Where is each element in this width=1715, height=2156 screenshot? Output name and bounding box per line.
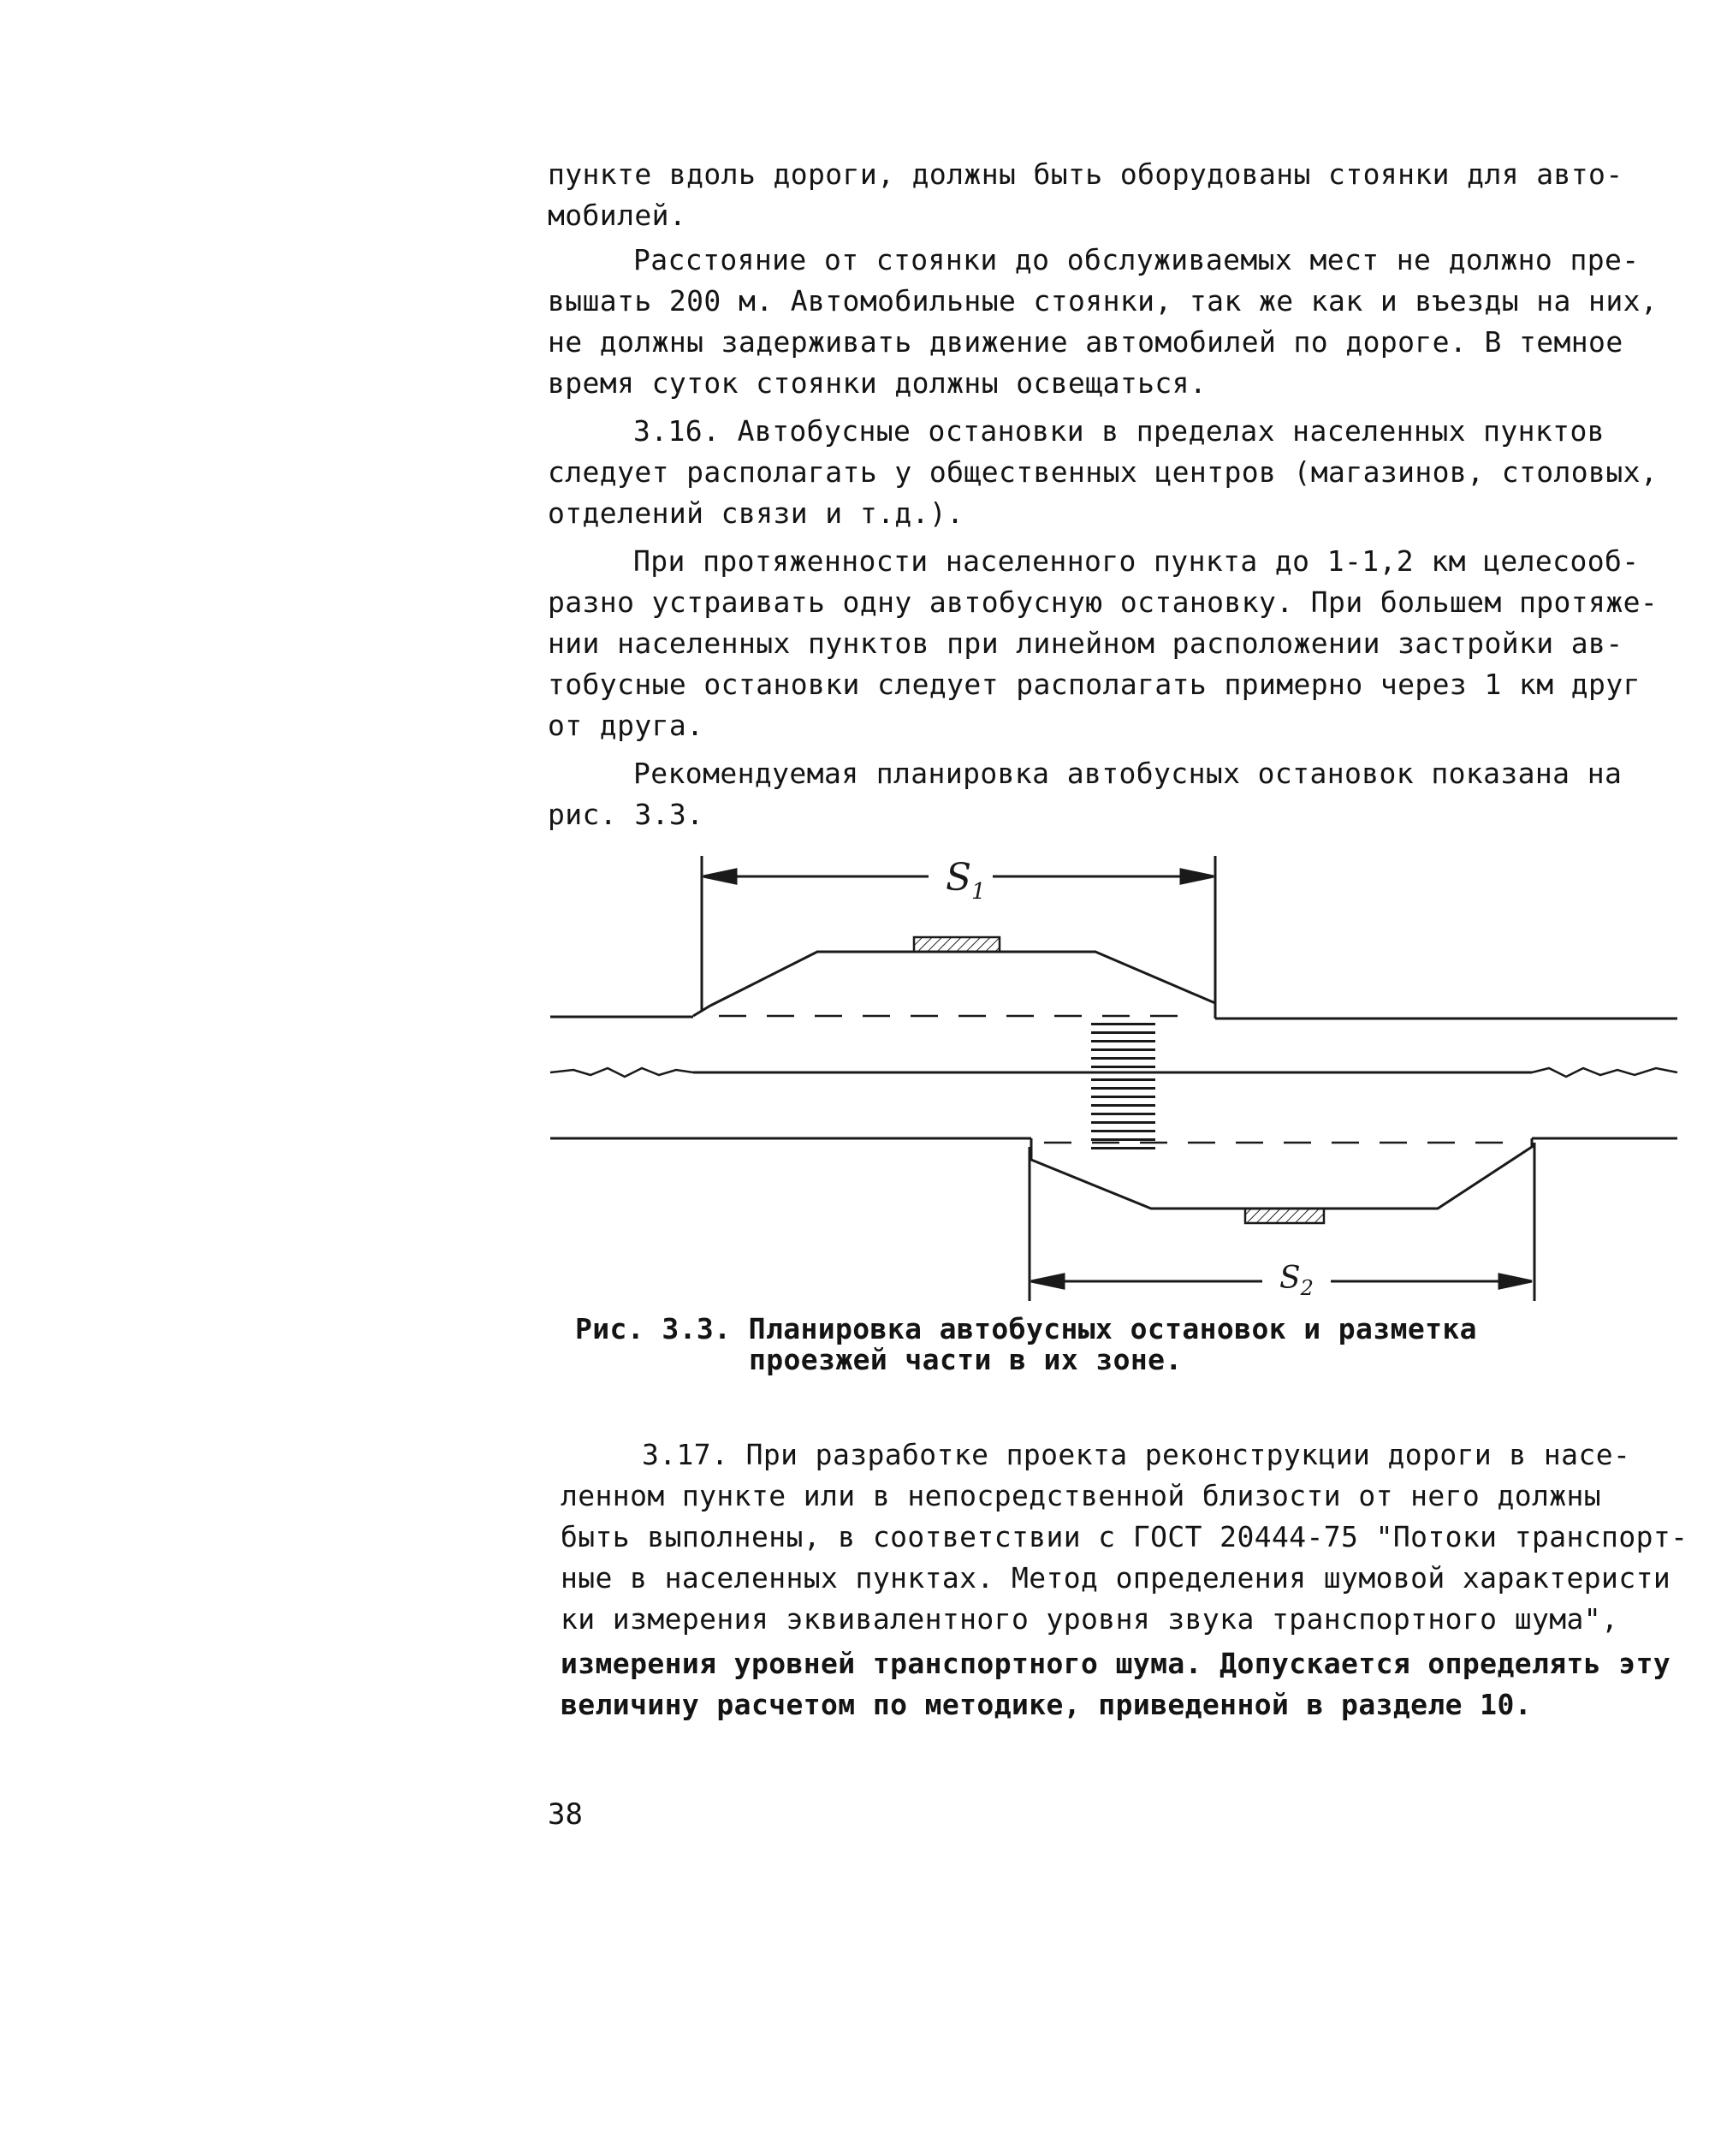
text-line: ленном пункте или в непосредственной близости от него должны	[561, 1479, 1602, 1512]
text-line: быть выполнены, в соответствии с ГОСТ 20444-75 "Потоки транспорт-	[561, 1520, 1688, 1553]
text-line: ки измерения эквивалентного уровня звука транспортного шума",	[561, 1602, 1619, 1636]
bus-shelter-bottom	[1245, 1209, 1324, 1223]
top-bus-bay-outline	[693, 952, 1215, 1019]
s2-label: $S_2$	[1279, 1261, 1314, 1300]
text-line: нии населенных пунктов при линейном расположении застройки ав-	[548, 627, 1623, 660]
s2-arrow-right	[1499, 1274, 1532, 1288]
text-line: При протяженности населенного пункта до 1-1,2 км целесооб-	[633, 544, 1640, 578]
text-line: величину расчетом по методике, приведенной в разделе 10.	[561, 1688, 1532, 1721]
text-line: пункте вдоль дороги, должны быть оборудованы стоянки для авто-	[548, 157, 1623, 191]
text-line: измерения уровней транспортного шума. Допускается определять эту	[561, 1647, 1671, 1680]
text-line: 3.16. Автобусные остановки в пределах населенных пунктов	[633, 414, 1605, 448]
text-line: разно устраивать одну автобусную остановку. При большем протяже-	[548, 585, 1659, 619]
s2-arrow-left	[1031, 1274, 1064, 1288]
text-line: следует располагать у общественных центров (магазинов, столовых,	[548, 455, 1659, 489]
center-line-break-right	[1532, 1068, 1677, 1077]
center-line-break-left	[550, 1068, 693, 1077]
pedestrian-crossing	[1091, 1023, 1155, 1149]
text-line: ные в населенных пунктах. Метод определения шумовой характеристи	[561, 1561, 1671, 1595]
s1-arrow-right	[1181, 870, 1214, 883]
text-line: 3.17. При разработке проекта реконструкции дороги в насе-	[642, 1438, 1631, 1471]
text-line: мобилей.	[548, 199, 687, 232]
text-line: тобусные остановки следует располагать примерно через 1 км друг	[548, 668, 1641, 701]
bus-shelter-top	[914, 937, 1000, 952]
text-line: от друга.	[548, 709, 704, 742]
text-line: Рекомендуемая планировка автобусных остановок показана на	[633, 757, 1623, 790]
text-line: Расстояние от стоянки до обслуживаемых мест не должно пре-	[633, 243, 1640, 276]
text-line: время суток стоянки должны освещаться.	[548, 366, 1208, 400]
figure-caption-continued: проезжей части в их зоне.	[749, 1343, 1183, 1376]
s1-label: $S_1$	[946, 856, 986, 905]
text-line: отделений связи и т.д.).	[548, 496, 964, 530]
text-line: вышать 200 м. Автомобильные стоянки, так же как и въезды на них,	[548, 284, 1659, 318]
text-line: рис. 3.3.	[548, 798, 704, 831]
s1-arrow-left	[703, 870, 736, 883]
page-number: 38	[548, 1797, 583, 1832]
text-line: не должны задерживать движение автомобилей по дороге. В темное	[548, 325, 1623, 359]
figure-caption: Рис. 3.3. Планировка автобусных остановок и разметка	[575, 1312, 1477, 1345]
